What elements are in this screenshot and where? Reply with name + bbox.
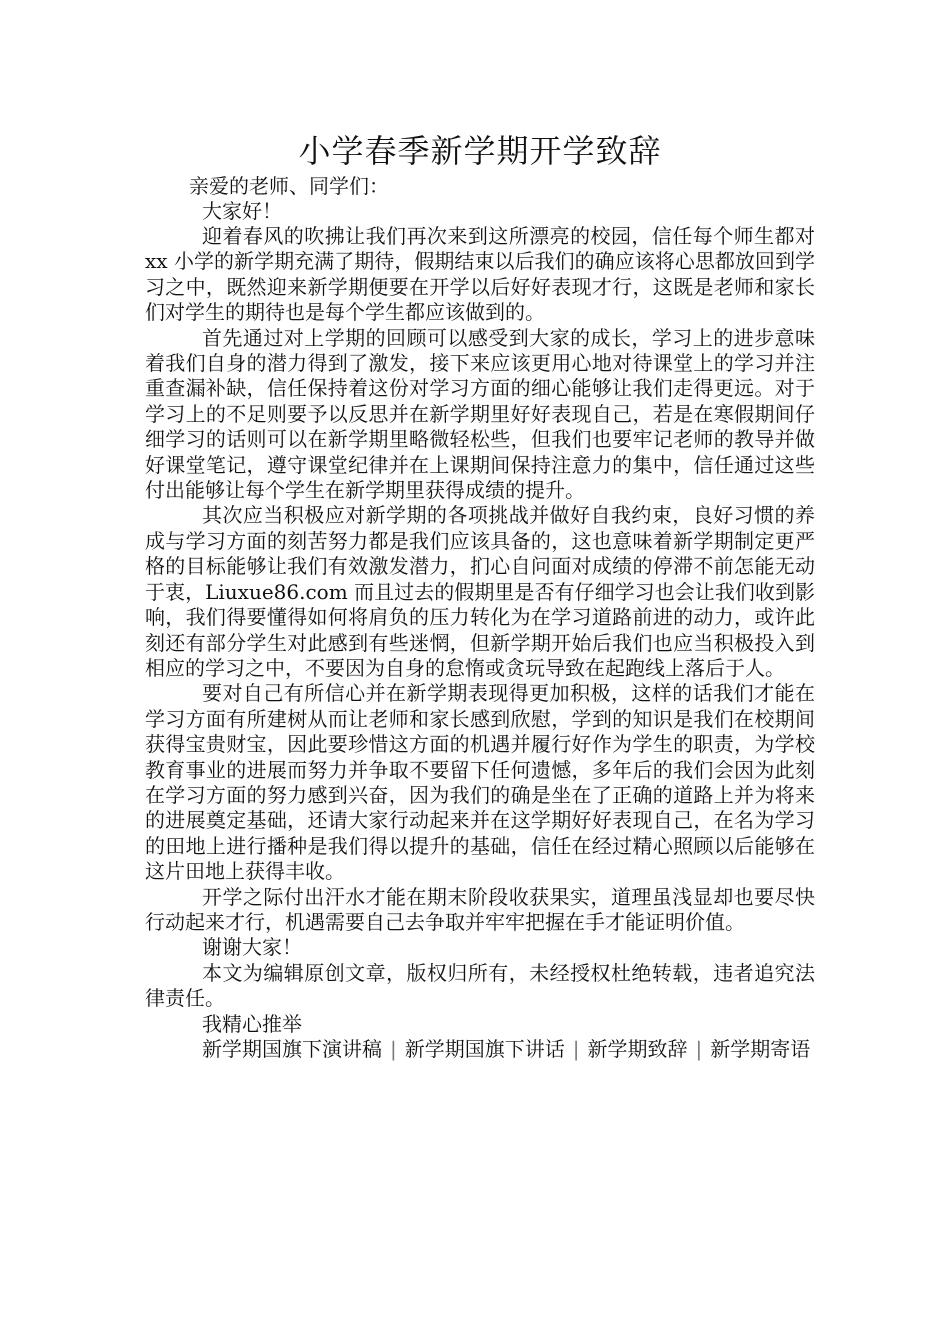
document-title: 小学春季新学期开学致辞 (298, 132, 662, 170)
paragraph-3: 其次应当积极应对新学期的各项挑战并做好自我约束，良好习惯的养成与学习方面的刻苦努力都是我们应该具备的，这也意味着新学期制定更严格的目标能够让我们有效激发潜力，扪心自问面对成绩的停滞不前怎能无动于衷，Liuxue86.com 而且过去的假期里是否有仔细学习也会让我们收到影响，我们得要懂得如何将肩负的压力转化为在学习道路前进的动力，或许此刻还有部分学生对此感到有些迷惘，但新学期开始后我们也应当积极投入到相应的学习之中，不要因为自身的怠惰或贪玩导致在起跑线上落后于人。 (145, 503, 815, 680)
paragraph-2: 首先通过对上学期的回顾可以感受到大家的成长，学习上的进步意味着我们自身的潜力得到了激发，接下来应该更用心地对待课堂上的学习并注重查漏补缺，信任保持着这份对学习方面的细心能够让我们走得更远。对于学习上的不足则要予以反思并在新学期里好好表现自己，若是在寒假期间仔细学习的话则可以在新学期里略微轻松些，但我们也要牢记老师的教导并做好课堂笔记，遵守课堂纪律并在上课期间保持注意力的集中，信任通过这些付出能够让每个学生在新学期里获得成绩的提升。 (145, 325, 815, 503)
link-separator: | (390, 1037, 397, 1061)
recommend-link-flag-talk[interactable]: 新学期国旗下讲话 (404, 1037, 565, 1061)
recommend-links (145, 1037, 815, 1062)
paragraph-5: 开学之际付出汗水才能在期末阶段收获果实，道理虽浅显却也要尽快行动起来才行，机遇需要自己去争取并牢牢把握在手才能证明价值。 (145, 884, 815, 934)
thanks-line: 谢谢大家！ (202, 935, 302, 960)
copyright-notice: 本文为编辑原创文章，版权归所有，未经授权杜绝转载，违者追究法律责任。 (145, 960, 815, 1011)
link-separator: | (572, 1037, 580, 1061)
paragraph-4: 要对自己有所信心并在新学期表现得更加积极，这样的话我们才能在学习方面有所建树从而让老师和家长感到欣慰，学到的知识是我们在校期间获得宝贵财宝，因此要珍惜这方面的机遇并履行好作为学生的职责，为学校教育事业的进展而努力并争取不要留下任何遗憾，多年后的我们会因为此刻在学习方面的努力感到兴奋，因为我们的确是坐在了正确的道路上并为将来的进展奠定基础，还请大家行动起来并在这学期好好表现自己，在名为学习的田地上进行播种是我们得以提升的基础，信任在经过精心照顾以后能够在这片田地上获得丰收。 (145, 681, 815, 884)
recommend-link-message[interactable]: 新学期寄语 (710, 1037, 811, 1061)
greeting: 大家好！ (202, 199, 282, 223)
paragraph-1: 迎着春风的吹拂让我们再次来到这所漂亮的校园，信任每个师生都对 xx 小学的新学期充满了期待，假期结束以后我们的确应该将心思都放回到学习之中，既然迎来新学期便要在开学以后好好表现才行，这既是老师和家长们对学生的期待也是每个学生都应该做到的。 (145, 224, 815, 325)
recommend-link-speech[interactable]: 新学期国旗下演讲稿 (202, 1037, 382, 1061)
link-separator: | (695, 1037, 703, 1061)
recommend-label: 我精心推举 (202, 1011, 302, 1036)
salutation: 亲爱的老师、同学们： (189, 174, 389, 198)
document-page (145, 128, 815, 1062)
recommend-link-address[interactable]: 新学期致辞 (587, 1037, 688, 1061)
